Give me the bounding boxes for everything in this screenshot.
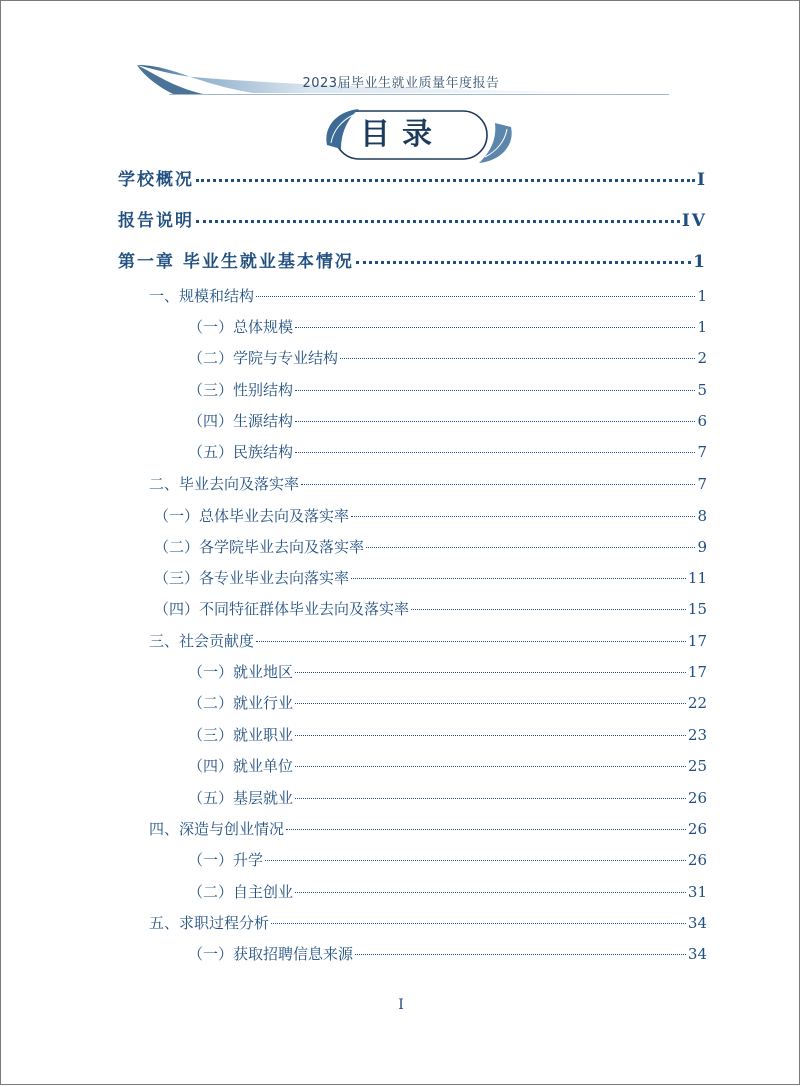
dot-leader — [301, 469, 695, 485]
toc-entry-page: 5 — [697, 381, 707, 399]
toc-entry-page: 26 — [687, 789, 707, 807]
toc-entry-page: 15 — [687, 600, 707, 618]
toc-entry-label: （二）自主创业 — [188, 883, 294, 901]
dot-leader — [295, 375, 695, 391]
toc-entry[interactable] — [188, 755, 707, 776]
toc-title: 目录 — [360, 117, 444, 152]
toc-entry[interactable] — [154, 567, 707, 588]
dot-leader — [271, 908, 686, 924]
toc-entry-label: （四）生源结构 — [188, 412, 294, 430]
toc-entry[interactable] — [118, 206, 707, 231]
toc-entry[interactable] — [154, 598, 707, 619]
toc-entry[interactable] — [149, 630, 707, 651]
toc-entry[interactable] — [188, 316, 707, 337]
toc-entry[interactable] — [118, 247, 707, 272]
toc-entry[interactable] — [188, 661, 707, 682]
dot-leader — [295, 720, 686, 736]
toc-entry-label: （二）各学院毕业去向及落实率 — [154, 538, 365, 556]
dot-leader — [366, 532, 695, 548]
dot-leader — [340, 343, 695, 359]
table-of-contents — [1, 1, 801, 1084]
toc-entry-page: 34 — [687, 945, 707, 963]
toc-entry-page: 26 — [687, 851, 707, 869]
dot-leader — [295, 406, 695, 422]
toc-entry-page: 8 — [697, 507, 707, 525]
toc-entry-label: （一）升学 — [188, 851, 264, 869]
toc-entry[interactable] — [188, 692, 707, 713]
dot-leader — [256, 281, 695, 297]
page-number: I — [398, 997, 404, 1013]
toc-entry-page: 34 — [687, 914, 707, 932]
toc-entry[interactable] — [154, 505, 707, 526]
dot-leader — [356, 244, 691, 264]
toc-entry[interactable] — [118, 165, 707, 190]
toc-entry-label: 学校概况 — [118, 170, 194, 190]
dot-leader — [295, 312, 695, 328]
header-title: 2023届毕业生就业质量年度报告 — [302, 76, 500, 91]
dot-leader — [295, 437, 695, 453]
dot-leader — [351, 563, 686, 579]
toc-entry-label: （三）就业职业 — [188, 726, 294, 744]
toc-entry[interactable] — [188, 724, 707, 745]
toc-entry-page: 6 — [697, 412, 707, 430]
dot-leader — [295, 783, 686, 799]
toc-entry[interactable] — [149, 818, 707, 839]
toc-entry-label: （一）总体毕业去向及落实率 — [154, 507, 350, 525]
toc-entry[interactable] — [188, 943, 707, 964]
toc-entry-label: （三）性别结构 — [188, 381, 294, 399]
toc-entry-page: 31 — [687, 883, 707, 901]
toc-entry-label: 三、社会贡献度 — [149, 632, 255, 650]
toc-entry-page: 1 — [693, 252, 707, 272]
toc-entry-label: （三）各专业毕业去向落实率 — [154, 569, 350, 587]
dot-leader — [295, 688, 686, 704]
dot-leader — [411, 594, 686, 610]
toc-entry-page: 7 — [697, 475, 707, 493]
toc-entry[interactable] — [188, 787, 707, 808]
dot-leader — [351, 501, 695, 517]
toc-entry[interactable] — [188, 347, 707, 368]
toc-entry-label: 二、毕业去向及落实率 — [149, 475, 300, 493]
toc-entry[interactable] — [149, 912, 707, 933]
toc-entry-label: 第一章 毕业生就业基本情况 — [118, 252, 354, 272]
toc-entry-page: I — [697, 170, 707, 190]
toc-entry-page: 9 — [697, 538, 707, 556]
toc-entry[interactable] — [188, 441, 707, 462]
toc-entry-page: 22 — [687, 694, 707, 712]
toc-entry-label: （五）民族结构 — [188, 443, 294, 461]
toc-entry[interactable] — [188, 849, 707, 870]
dot-leader — [265, 845, 686, 861]
dot-leader — [196, 162, 695, 182]
dot-leader — [295, 657, 686, 673]
toc-entry[interactable] — [149, 473, 707, 494]
toc-entry-label: 五、求职过程分析 — [149, 914, 270, 932]
toc-entry-label: （二）就业行业 — [188, 694, 294, 712]
toc-entry-label: 报告说明 — [118, 211, 194, 231]
toc-entry-label: （一）就业地区 — [188, 663, 294, 681]
toc-entry-label: （四）就业单位 — [188, 757, 294, 775]
dot-leader — [256, 626, 686, 642]
dot-leader — [355, 939, 686, 955]
dot-leader — [196, 203, 680, 223]
toc-entry-page: 17 — [687, 663, 707, 681]
toc-entry-label: （二）学院与专业结构 — [188, 349, 339, 367]
toc-entry-label: 四、深造与创业情况 — [149, 820, 285, 838]
toc-entry-label: （一）总体规模 — [188, 318, 294, 336]
toc-entry-label: （一）获取招聘信息来源 — [188, 945, 354, 963]
toc-entry-page: 17 — [687, 632, 707, 650]
toc-entry[interactable] — [188, 410, 707, 431]
dot-leader — [295, 751, 686, 767]
toc-entry[interactable] — [154, 536, 707, 557]
toc-entry-page: 23 — [687, 726, 707, 744]
toc-entry-page: 7 — [697, 443, 707, 461]
toc-entry-page: 26 — [687, 820, 707, 838]
toc-entry-page: 11 — [687, 569, 707, 587]
toc-entry-label: 一、规模和结构 — [149, 287, 255, 305]
toc-entry-page: 1 — [697, 318, 707, 336]
toc-entry-label: （四）不同特征群体毕业去向及落实率 — [154, 600, 410, 618]
toc-entry-label: （五）基层就业 — [188, 789, 294, 807]
toc-entry-page: 25 — [687, 757, 707, 775]
toc-entry[interactable] — [149, 285, 707, 306]
toc-entry[interactable] — [188, 379, 707, 400]
toc-entry-page: 1 — [697, 287, 707, 305]
dot-leader — [286, 814, 686, 830]
toc-entry[interactable] — [188, 881, 707, 902]
toc-entry-page: IV — [681, 211, 707, 231]
toc-entry-page: 2 — [697, 349, 707, 367]
dot-leader — [295, 877, 686, 893]
